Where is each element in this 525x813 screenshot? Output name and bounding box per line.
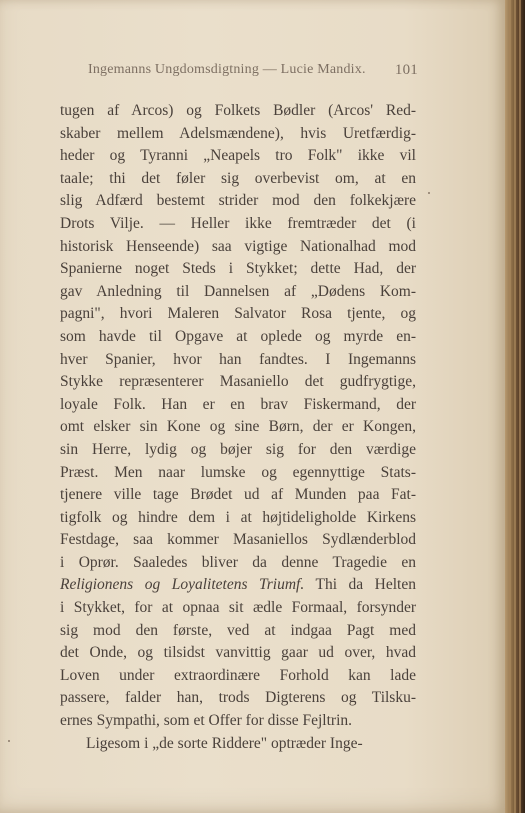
text-line: ernes Sympathi, som et Offer for disse Fejltrin. <box>60 712 353 730</box>
text-line: i Stykket, for at opnaa sit ædle Formaal, forsynder <box>60 599 416 617</box>
text-line: gav Anledning til Dannelsen af „Dødens Kom- <box>60 282 416 300</box>
page-edge-stripe <box>514 0 516 813</box>
text-line: pagni", hvori Maleren Salvator Rosa tjente, og <box>60 305 416 323</box>
text-line: som havde til Opgave at oplede og myrde en- <box>60 327 416 345</box>
text-line: Loven under extraordinære Forhold kan lade <box>60 666 416 684</box>
text-line: omt elsker sin Kone og sine Børn, der er Kongen, <box>60 418 416 436</box>
text-line: taale; thi det føler sig overbevist om, at en <box>60 169 416 187</box>
page-edge-stripe <box>509 0 511 813</box>
text-line-italic-phrase <box>60 574 416 597</box>
text-line: Festdage, saa kommer Masaniellos Sydlænderblod <box>60 531 416 549</box>
text-line: Præst. Men naar lumske og egennyttige Stats- <box>60 463 416 481</box>
text-line: Drots Vilje. — Heller ikke fremtræder det (i <box>60 214 416 232</box>
running-header <box>88 62 418 84</box>
text-line: tugen af Arcos) og Folkets Bødler (Arcos' Red- <box>60 102 416 119</box>
text-line: passere, falder han, trods Digterens og Tilsku- <box>60 689 416 707</box>
text-line: skaber mellem Adelsmændene), hvis Uretfærdig- <box>60 124 416 142</box>
text-line: tigfolk og hindre dem i at højtideligholde Kirkens <box>60 508 416 526</box>
paper-speck <box>8 740 10 742</box>
text-line-indented: Ligesom i „de sorte Riddere" optræder Inge- <box>86 734 363 752</box>
text-line: det Onde, og tilsidst vanvittig gaar ud over, hvad <box>60 644 416 662</box>
paper-speck <box>428 192 430 194</box>
italic-phrase: Religionens og Loyalitetens Triumf. <box>60 576 305 594</box>
body-text <box>60 100 416 755</box>
text-line: heder og Tyranni „Neapels tro Folk" ikke vil <box>60 147 416 165</box>
text-line: sig mod den første, ved at indgaa Pagt med <box>60 621 416 639</box>
page-number: 101 <box>394 62 418 78</box>
text-line: loyale Folk. Han er en brav Fiskermand, der <box>60 395 416 413</box>
text-line: tjenere ville tage Brødet ud af Munden paa Fat- <box>60 486 416 504</box>
text-line: Spanierne noget Steds i Stykket; dette Had, der <box>60 260 416 278</box>
italic-line-rest: Thi da Helten <box>304 576 416 594</box>
text-line: slig Adfærd bestemt strider mod den folkekjære <box>60 192 416 210</box>
page-edge-stripe <box>519 0 521 813</box>
running-title: Ingemanns Ungdomsdigtning — Lucie Mandix. <box>88 62 366 77</box>
text-line: hver Spanier, hvor han fandtes. I Ingemanns <box>60 350 416 368</box>
text-line: Stykke repræsenterer Masaniello det gudfrygtige, <box>60 373 416 391</box>
page-edge <box>505 0 525 813</box>
text-line: sin Herre, lydig og bøjer sig for den værdige <box>60 440 416 458</box>
text-line: historisk Henseende) saa vigtige Nationalhad mod <box>60 237 416 255</box>
text-line: i Oprør. Saaledes bliver da denne Tragedie en <box>60 553 416 571</box>
